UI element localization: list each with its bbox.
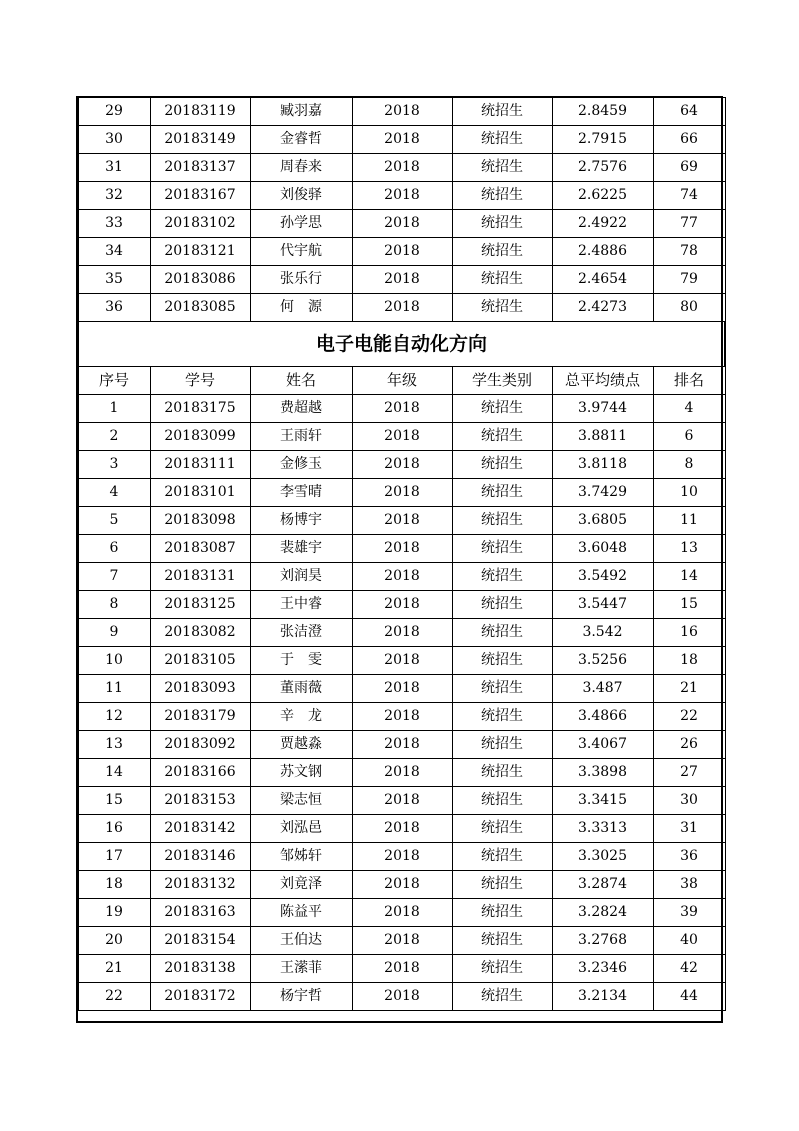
cell-student-id: 20183098	[150, 507, 250, 535]
cell-category: 统招生	[452, 563, 552, 591]
cell-grade: 2018	[352, 787, 452, 815]
cell-student-id: 20183082	[150, 619, 250, 647]
cell-gpa: 3.542	[552, 619, 653, 647]
cell-gpa: 2.7915	[552, 126, 653, 154]
cell-student-id: 20183154	[150, 927, 250, 955]
cell-name: 杨博宇	[250, 507, 352, 535]
cell-rank: 79	[653, 266, 725, 294]
cell-gpa: 2.7576	[552, 154, 653, 182]
cell-grade: 2018	[352, 154, 452, 182]
cell-category: 统招生	[452, 815, 552, 843]
cell-index: 33	[78, 210, 150, 238]
cell-index: 11	[78, 675, 150, 703]
cell-index: 4	[78, 479, 150, 507]
cell-rank: 69	[653, 154, 725, 182]
cell-grade: 2018	[352, 507, 452, 535]
cell-name: 刘润昊	[250, 563, 352, 591]
cell-rank: 13	[653, 535, 725, 563]
cell-student-id: 20183101	[150, 479, 250, 507]
cell-index: 14	[78, 759, 150, 787]
ranking-table	[77, 97, 726, 1011]
cell-grade: 2018	[352, 126, 452, 154]
cell-category: 统招生	[452, 210, 552, 238]
cell-index: 36	[78, 294, 150, 322]
cell-category: 统招生	[452, 126, 552, 154]
table-row	[78, 591, 725, 619]
table-row	[78, 182, 725, 210]
table-row	[78, 731, 725, 759]
cell-rank: 36	[653, 843, 725, 871]
cell-name: 贾越淼	[250, 731, 352, 759]
table-row	[78, 266, 725, 294]
cell-index: 7	[78, 563, 150, 591]
cell-index: 5	[78, 507, 150, 535]
cell-student-id: 20183167	[150, 182, 250, 210]
cell-index: 13	[78, 731, 150, 759]
cell-index: 3	[78, 451, 150, 479]
cell-index: 6	[78, 535, 150, 563]
cell-gpa: 3.4866	[552, 703, 653, 731]
cell-name: 代宇航	[250, 238, 352, 266]
cell-rank: 74	[653, 182, 725, 210]
cell-grade: 2018	[352, 955, 452, 983]
cell-gpa: 3.2874	[552, 871, 653, 899]
cell-grade: 2018	[352, 619, 452, 647]
table-row	[78, 703, 725, 731]
cell-grade: 2018	[352, 675, 452, 703]
cell-category: 统招生	[452, 451, 552, 479]
cell-name: 王中睿	[250, 591, 352, 619]
cell-name: 王雨轩	[250, 423, 352, 451]
cell-gpa: 3.7429	[552, 479, 653, 507]
cell-gpa: 2.4922	[552, 210, 653, 238]
cell-student-id: 20183093	[150, 675, 250, 703]
cell-name: 张洁澄	[250, 619, 352, 647]
cell-name: 金睿哲	[250, 126, 352, 154]
cell-rank: 78	[653, 238, 725, 266]
cell-name: 金修玉	[250, 451, 352, 479]
cell-index: 8	[78, 591, 150, 619]
cell-category: 统招生	[452, 294, 552, 322]
cell-name: 刘俊驿	[250, 182, 352, 210]
cell-gpa: 3.2768	[552, 927, 653, 955]
table-row	[78, 619, 725, 647]
cell-rank: 40	[653, 927, 725, 955]
cell-gpa: 3.9744	[552, 395, 653, 423]
cell-rank: 38	[653, 871, 725, 899]
cell-name: 杨宇哲	[250, 983, 352, 1011]
section-title: 电子电能自动化方向	[78, 322, 725, 367]
cell-grade: 2018	[352, 182, 452, 210]
cell-student-id: 20183111	[150, 451, 250, 479]
cell-rank: 80	[653, 294, 725, 322]
cell-category: 统招生	[452, 238, 552, 266]
table-row	[78, 98, 725, 126]
cell-grade: 2018	[352, 98, 452, 126]
cell-student-id: 20183099	[150, 423, 250, 451]
cell-category: 统招生	[452, 154, 552, 182]
cell-index: 18	[78, 871, 150, 899]
header-cell-grade: 年级	[352, 367, 452, 395]
cell-student-id: 20183153	[150, 787, 250, 815]
cell-grade: 2018	[352, 423, 452, 451]
cell-grade: 2018	[352, 703, 452, 731]
cell-student-id: 20183137	[150, 154, 250, 182]
cell-index: 32	[78, 182, 150, 210]
cell-index: 22	[78, 983, 150, 1011]
cell-category: 统招生	[452, 927, 552, 955]
cell-category: 统招生	[452, 266, 552, 294]
cell-gpa: 3.4067	[552, 731, 653, 759]
cell-gpa: 3.3898	[552, 759, 653, 787]
cell-gpa: 2.8459	[552, 98, 653, 126]
table-row	[78, 451, 725, 479]
cell-rank: 66	[653, 126, 725, 154]
table-row	[78, 927, 725, 955]
cell-grade: 2018	[352, 535, 452, 563]
table-row	[78, 955, 725, 983]
cell-rank: 22	[653, 703, 725, 731]
cell-name: 王伯达	[250, 927, 352, 955]
cell-rank: 18	[653, 647, 725, 675]
cell-index: 29	[78, 98, 150, 126]
cell-grade: 2018	[352, 731, 452, 759]
cell-name: 臧羽嘉	[250, 98, 352, 126]
table-row	[78, 507, 725, 535]
cell-name: 何 源	[250, 294, 352, 322]
cell-rank: 64	[653, 98, 725, 126]
table-row	[78, 238, 725, 266]
cell-grade: 2018	[352, 451, 452, 479]
cell-student-id: 20183125	[150, 591, 250, 619]
cell-student-id: 20183102	[150, 210, 250, 238]
cell-name: 张乐行	[250, 266, 352, 294]
cell-grade: 2018	[352, 395, 452, 423]
cell-rank: 11	[653, 507, 725, 535]
cell-name: 陈益平	[250, 899, 352, 927]
cell-grade: 2018	[352, 871, 452, 899]
cell-index: 1	[78, 395, 150, 423]
cell-student-id: 20183172	[150, 983, 250, 1011]
cell-grade: 2018	[352, 899, 452, 927]
header-cell-student-id: 学号	[150, 367, 250, 395]
cell-grade: 2018	[352, 759, 452, 787]
cell-grade: 2018	[352, 210, 452, 238]
cell-index: 9	[78, 619, 150, 647]
cell-gpa: 2.4654	[552, 266, 653, 294]
cell-rank: 6	[653, 423, 725, 451]
table-row	[78, 154, 725, 182]
cell-grade: 2018	[352, 983, 452, 1011]
cell-gpa: 2.6225	[552, 182, 653, 210]
cell-category: 统招生	[452, 843, 552, 871]
cell-rank: 16	[653, 619, 725, 647]
cell-category: 统招生	[452, 98, 552, 126]
cell-index: 10	[78, 647, 150, 675]
cell-category: 统招生	[452, 395, 552, 423]
header-cell-category: 学生类别	[452, 367, 552, 395]
cell-rank: 77	[653, 210, 725, 238]
cell-index: 31	[78, 154, 150, 182]
cell-index: 16	[78, 815, 150, 843]
cell-name: 辛 龙	[250, 703, 352, 731]
cell-rank: 39	[653, 899, 725, 927]
cell-category: 统招生	[452, 675, 552, 703]
table-row	[78, 563, 725, 591]
cell-category: 统招生	[452, 955, 552, 983]
cell-category: 统招生	[452, 871, 552, 899]
cell-index: 17	[78, 843, 150, 871]
cell-student-id: 20183132	[150, 871, 250, 899]
cell-name: 李雪晴	[250, 479, 352, 507]
table-row	[78, 535, 725, 563]
table-row	[78, 759, 725, 787]
cell-name: 费超越	[250, 395, 352, 423]
cell-student-id: 20183138	[150, 955, 250, 983]
table-row	[78, 871, 725, 899]
table-row	[78, 395, 725, 423]
cell-student-id: 20183092	[150, 731, 250, 759]
table-row	[78, 983, 725, 1011]
cell-index: 34	[78, 238, 150, 266]
cell-name: 周春来	[250, 154, 352, 182]
cell-gpa: 3.6805	[552, 507, 653, 535]
cell-student-id: 20183146	[150, 843, 250, 871]
cell-name: 苏文钢	[250, 759, 352, 787]
cell-category: 统招生	[452, 619, 552, 647]
cell-rank: 15	[653, 591, 725, 619]
cell-category: 统招生	[452, 983, 552, 1011]
cell-grade: 2018	[352, 479, 452, 507]
cell-category: 统招生	[452, 647, 552, 675]
header-cell-gpa: 总平均绩点	[552, 367, 653, 395]
cell-student-id: 20183142	[150, 815, 250, 843]
table-row	[78, 423, 725, 451]
cell-name: 刘竟泽	[250, 871, 352, 899]
cell-rank: 27	[653, 759, 725, 787]
cell-gpa: 3.3415	[552, 787, 653, 815]
cell-name: 裴雄宇	[250, 535, 352, 563]
cell-name: 梁志恒	[250, 787, 352, 815]
header-row	[78, 367, 725, 395]
cell-grade: 2018	[352, 927, 452, 955]
cell-rank: 21	[653, 675, 725, 703]
cell-gpa: 3.8811	[552, 423, 653, 451]
cell-student-id: 20183105	[150, 647, 250, 675]
cell-name: 于 雯	[250, 647, 352, 675]
cell-rank: 8	[653, 451, 725, 479]
cell-category: 统招生	[452, 899, 552, 927]
cell-grade: 2018	[352, 591, 452, 619]
cell-name: 刘泓邑	[250, 815, 352, 843]
cell-category: 统招生	[452, 731, 552, 759]
cell-index: 35	[78, 266, 150, 294]
cell-grade: 2018	[352, 266, 452, 294]
cell-category: 统招生	[452, 703, 552, 731]
cell-grade: 2018	[352, 563, 452, 591]
table-row	[78, 899, 725, 927]
cell-grade: 2018	[352, 647, 452, 675]
cell-gpa: 3.5256	[552, 647, 653, 675]
cell-rank: 14	[653, 563, 725, 591]
header-cell-rank: 排名	[653, 367, 725, 395]
table-row	[78, 675, 725, 703]
cell-gpa: 2.4886	[552, 238, 653, 266]
cell-gpa: 3.5492	[552, 563, 653, 591]
cell-category: 统招生	[452, 787, 552, 815]
cell-rank: 4	[653, 395, 725, 423]
table-row	[78, 479, 725, 507]
cell-category: 统招生	[452, 759, 552, 787]
table-row	[78, 843, 725, 871]
cell-gpa: 2.4273	[552, 294, 653, 322]
table-row	[78, 126, 725, 154]
cell-name: 王潆菲	[250, 955, 352, 983]
cell-grade: 2018	[352, 815, 452, 843]
cell-rank: 42	[653, 955, 725, 983]
cell-index: 15	[78, 787, 150, 815]
cell-gpa: 3.8118	[552, 451, 653, 479]
cell-name: 孙学思	[250, 210, 352, 238]
cell-student-id: 20183149	[150, 126, 250, 154]
cell-student-id: 20183166	[150, 759, 250, 787]
table-row	[78, 787, 725, 815]
table-row	[78, 815, 725, 843]
table-row	[78, 647, 725, 675]
cell-student-id: 20183121	[150, 238, 250, 266]
cell-index: 2	[78, 423, 150, 451]
cell-index: 12	[78, 703, 150, 731]
cell-student-id: 20183085	[150, 294, 250, 322]
cell-student-id: 20183163	[150, 899, 250, 927]
cell-student-id: 20183175	[150, 395, 250, 423]
cell-category: 统招生	[452, 507, 552, 535]
cell-category: 统招生	[452, 535, 552, 563]
cell-gpa: 3.2346	[552, 955, 653, 983]
cell-grade: 2018	[352, 238, 452, 266]
cell-gpa: 3.6048	[552, 535, 653, 563]
cell-index: 19	[78, 899, 150, 927]
header-cell-name: 姓名	[250, 367, 352, 395]
cell-rank: 26	[653, 731, 725, 759]
cell-student-id: 20183131	[150, 563, 250, 591]
cell-rank: 44	[653, 983, 725, 1011]
cell-gpa: 3.2134	[552, 983, 653, 1011]
cell-category: 统招生	[452, 423, 552, 451]
cell-student-id: 20183086	[150, 266, 250, 294]
cell-rank: 30	[653, 787, 725, 815]
section-title-row	[78, 322, 725, 367]
cell-gpa: 3.3313	[552, 815, 653, 843]
cell-grade: 2018	[352, 843, 452, 871]
cell-rank: 10	[653, 479, 725, 507]
cell-index: 30	[78, 126, 150, 154]
cell-student-id: 20183179	[150, 703, 250, 731]
cell-gpa: 3.5447	[552, 591, 653, 619]
cell-name: 董雨薇	[250, 675, 352, 703]
previous-section-rows	[78, 98, 725, 322]
cell-gpa: 3.3025	[552, 843, 653, 871]
cell-category: 统招生	[452, 591, 552, 619]
table-row	[78, 210, 725, 238]
table-row	[78, 294, 725, 322]
cell-index: 21	[78, 955, 150, 983]
cell-student-id: 20183087	[150, 535, 250, 563]
cell-student-id: 20183119	[150, 98, 250, 126]
cell-gpa: 3.487	[552, 675, 653, 703]
cell-gpa: 3.2824	[552, 899, 653, 927]
header-cell-index: 序号	[78, 367, 150, 395]
cell-name: 邹姊轩	[250, 843, 352, 871]
cell-category: 统招生	[452, 479, 552, 507]
cell-grade: 2018	[352, 294, 452, 322]
cell-index: 20	[78, 927, 150, 955]
cell-rank: 31	[653, 815, 725, 843]
cell-category: 统招生	[452, 182, 552, 210]
section-rows	[78, 395, 725, 1011]
